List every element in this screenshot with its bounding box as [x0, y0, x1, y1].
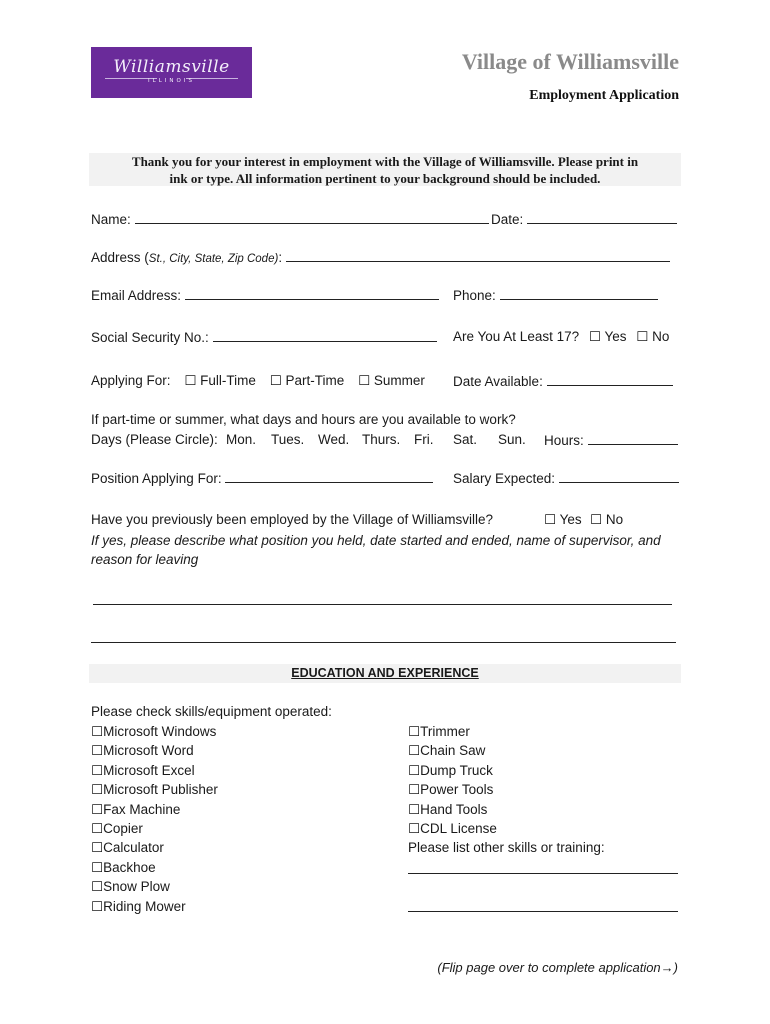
- prev-yes-checkbox[interactable]: ☐ Yes: [544, 512, 582, 527]
- village-logo: [91, 47, 252, 98]
- education-heading-bar: [89, 664, 681, 683]
- form-title: Employment Application: [529, 88, 679, 103]
- salary-label: Salary Expected:: [453, 471, 556, 486]
- prev-desc-input-line-1[interactable]: [93, 604, 672, 605]
- skills-prompt: Please check skills/equipment operated:: [91, 704, 332, 719]
- address-input[interactable]: [286, 249, 670, 262]
- skill-microsoft-word[interactable]: ☐Microsoft Word: [91, 743, 194, 759]
- date-label: Date:: [491, 212, 524, 227]
- village-title: Village of Williamsville: [461, 49, 679, 74]
- skill-trimmer[interactable]: ☐Trimmer: [408, 724, 470, 739]
- other-skills-input-line-1[interactable]: [408, 873, 678, 874]
- skill-calculator[interactable]: ☐Calculator: [91, 840, 164, 856]
- days-label: Days (Please Circle):: [91, 432, 218, 447]
- address-hint: St., City, State, Zip Code): [148, 253, 279, 265]
- flip-page-note: (Flip page over to complete application→): [437, 960, 678, 975]
- intro-line-1: Thank you for your interest in employment with the Village of Williamsville. Please print in: [131, 154, 639, 169]
- full-time-checkbox[interactable]: ☐ Full-Time: [184, 373, 256, 388]
- hours-row: [544, 432, 678, 448]
- ssn-row: [91, 329, 437, 345]
- prev-no-checkbox[interactable]: ☐ No: [590, 512, 624, 527]
- address-colon: :: [278, 250, 283, 265]
- logo-sub-text: ILLINOIS: [148, 78, 195, 84]
- other-skills-input-line-2[interactable]: [408, 911, 678, 912]
- prev-desc-input-line-2[interactable]: [91, 642, 676, 643]
- age-no-checkbox[interactable]: ☐ No: [636, 329, 670, 344]
- email-label: Email Address:: [91, 288, 182, 303]
- hours-input[interactable]: [588, 432, 678, 445]
- skill-fax-machine[interactable]: ☐Fax Machine: [91, 801, 181, 817]
- skill-riding-mower[interactable]: ☐Riding Mower: [91, 898, 186, 914]
- ssn-label: Social Security No.:: [91, 330, 209, 345]
- phone-input[interactable]: [500, 287, 658, 300]
- skill-chain-saw[interactable]: ☐Chain Saw: [408, 743, 486, 759]
- day-fri[interactable]: Fri.: [414, 432, 434, 447]
- day-wed[interactable]: Wed.: [318, 432, 350, 447]
- position-row: [91, 470, 433, 486]
- day-sun[interactable]: Sun.: [498, 432, 526, 447]
- phone-label: Phone:: [453, 288, 496, 303]
- salary-input[interactable]: [559, 470, 679, 483]
- name-label: Name:: [91, 212, 131, 227]
- date-available-input[interactable]: [547, 373, 673, 386]
- right-skills-list: [408, 722, 605, 858]
- other-skills-prompt: Please list other skills or training:: [408, 840, 605, 856]
- email-input[interactable]: [185, 287, 439, 300]
- left-skills-list: [91, 722, 218, 916]
- ssn-input[interactable]: [213, 329, 437, 342]
- prev-desc-line-1: If yes, please describe what position you held, date started and ended, name of supervisor, and: [91, 533, 661, 548]
- position-input[interactable]: [225, 470, 433, 483]
- date-row: [491, 211, 677, 227]
- hours-label: Hours:: [544, 433, 584, 448]
- skill-backhoe[interactable]: ☐Backhoe: [91, 859, 156, 875]
- part-time-checkbox[interactable]: ☐ Part-Time: [269, 373, 345, 388]
- date-available-label: Date Available:: [453, 374, 543, 389]
- applying-for-row: [91, 373, 425, 389]
- skill-microsoft-windows[interactable]: ☐Microsoft Windows: [91, 724, 217, 739]
- phone-row: [453, 287, 658, 303]
- intro-box: [89, 153, 681, 186]
- prev-desc-line-2: reason for leaving: [91, 552, 199, 567]
- salary-row: [453, 470, 679, 486]
- skill-power-tools[interactable]: ☐Power Tools: [408, 782, 494, 798]
- address-label: Address (: [91, 250, 149, 265]
- skill-copier[interactable]: ☐Copier: [91, 821, 143, 837]
- prev-employed-question: Have you previously been employed by the Village of Williamsville?: [91, 512, 493, 527]
- skill-dump-truck[interactable]: ☐Dump Truck: [408, 762, 493, 778]
- skill-microsoft-excel[interactable]: ☐Microsoft Excel: [91, 762, 195, 778]
- name-row: [91, 211, 489, 227]
- address-row: [91, 249, 670, 265]
- day-mon[interactable]: Mon.: [226, 432, 257, 447]
- education-heading: EDUCATION AND EXPERIENCE: [291, 666, 479, 680]
- availability-question: If part-time or summer, what days and hours are you available to work?: [91, 412, 516, 427]
- skill-snow-plow[interactable]: ☐Snow Plow: [91, 879, 170, 895]
- skill-cdl-license[interactable]: ☐CDL License: [408, 821, 497, 837]
- age-question: Are You At Least 17?: [453, 329, 580, 344]
- summer-checkbox[interactable]: ☐ Summer: [358, 373, 425, 388]
- intro-line-2: ink or type. All information pertinent to your background should be included.: [169, 171, 601, 186]
- day-tues[interactable]: Tues.: [271, 432, 305, 447]
- position-label: Position Applying For:: [91, 471, 222, 486]
- email-row: [91, 287, 439, 303]
- logo-script-text: Williamsville: [113, 57, 230, 77]
- skill-microsoft-publisher[interactable]: ☐Microsoft Publisher: [91, 782, 218, 798]
- day-thurs[interactable]: Thurs.: [362, 432, 401, 447]
- skill-hand-tools[interactable]: ☐Hand Tools: [408, 801, 488, 817]
- applying-for-label: Applying For:: [91, 373, 171, 388]
- date-available-row: [453, 373, 673, 389]
- day-sat[interactable]: Sat.: [453, 432, 478, 447]
- age-row: [453, 329, 669, 345]
- name-input[interactable]: [135, 211, 489, 224]
- date-input[interactable]: [527, 211, 677, 224]
- age-yes-checkbox[interactable]: ☐ Yes: [588, 329, 627, 344]
